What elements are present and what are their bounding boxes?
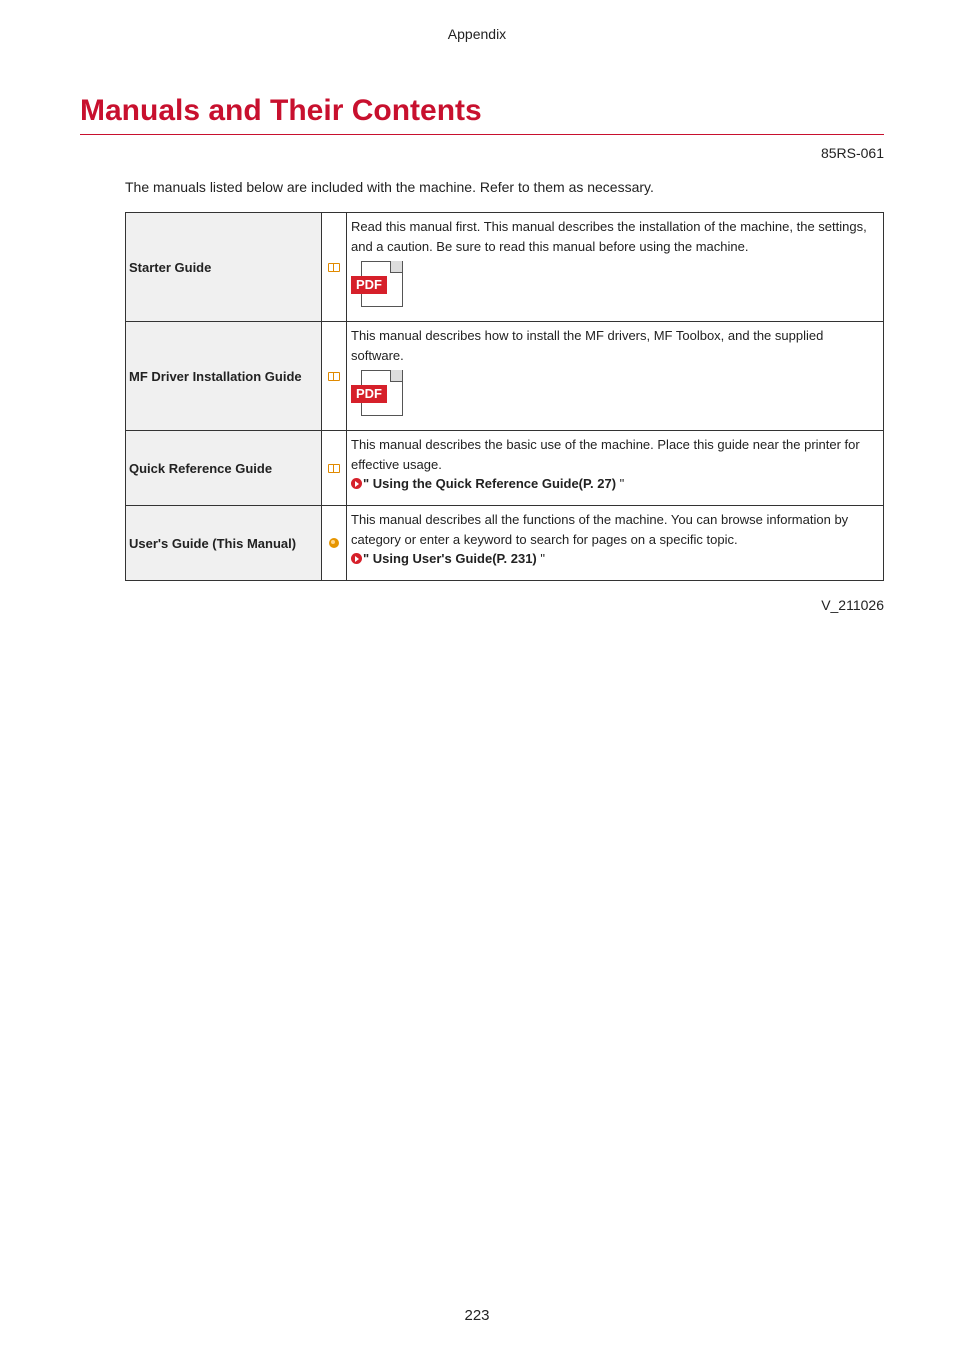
globe-icon [329, 538, 339, 548]
arrow-link-icon [351, 553, 362, 564]
page-number: 223 [464, 1307, 490, 1324]
book-icon [328, 262, 340, 272]
manual-description: Read this manual first. This manual describes the installation of the machine, the settings, and a caution. Be sure to read this manual before using the machine. [351, 219, 867, 254]
link-prefix: " [363, 551, 370, 566]
pdf-badge-label: PDF [351, 276, 387, 294]
page-title: Manuals and Their Contents [80, 94, 884, 135]
link-prefix: " [363, 476, 370, 491]
manual-name: Starter Guide [126, 213, 322, 322]
manual-description: This manual describes how to install the MF drivers, MF Toolbox, and the supplied software. [351, 328, 824, 363]
manual-description: This manual describes the basic use of the machine. Place this guide near the printer for effective usage. [351, 437, 860, 472]
table-row [126, 213, 884, 322]
link-suffix: " [616, 476, 625, 491]
manuals-table [125, 212, 884, 581]
intro-text: The manuals listed below are included with the machine. Refer to them as necessary. [125, 179, 654, 195]
table-row [126, 506, 884, 581]
pdf-icon[interactable] [351, 370, 403, 416]
document-id: 85RS-061 [820, 145, 884, 161]
manual-description: This manual describes all the functions of the machine. You can browse information by category or enter a keyword to search for pages on a specific topic. [351, 512, 849, 547]
quick-reference-link[interactable]: Using the Quick Reference Guide(P. 27) [372, 476, 617, 491]
manual-name: Quick Reference Guide [126, 431, 322, 506]
manual-name: User's Guide (This Manual) [126, 506, 322, 581]
book-icon [328, 463, 340, 473]
book-icon [328, 371, 340, 381]
link-suffix: " [536, 551, 545, 566]
version-label: V_211026 [821, 597, 884, 613]
manual-name: MF Driver Installation Guide [126, 322, 322, 431]
table-row [126, 322, 884, 431]
pdf-badge-label: PDF [351, 385, 387, 403]
users-guide-link[interactable]: Using User's Guide(P. 231) [372, 551, 537, 566]
pdf-icon[interactable] [351, 261, 403, 307]
table-row [126, 431, 884, 506]
arrow-link-icon [351, 478, 362, 489]
running-header: Appendix [447, 26, 507, 42]
